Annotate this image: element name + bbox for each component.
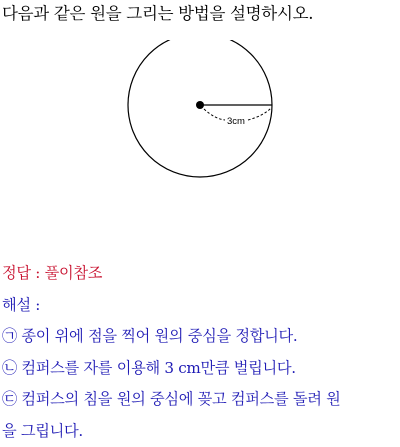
explanation-step: ㉢ 컴퍼스의 침을 원의 중심에 꽂고 컴퍼스를 돌려 원	[2, 384, 400, 416]
explanation-step: 을 그립니다.	[2, 416, 400, 447]
radius-label: 3cm	[227, 116, 245, 127]
answer-label: 정답 : 풀이참조	[2, 258, 400, 290]
circle-figure	[125, 40, 275, 190]
explanation-step: ㉡ 컴퍼스를 자를 이용해 3 cm만큼 벌립니다.	[2, 353, 400, 385]
question-text: 다음과 같은 원을 그리는 방법을 설명하시오.	[2, 2, 313, 26]
center-point	[196, 101, 204, 109]
answer-section	[0, 258, 400, 447]
explanation-step: ㉠ 종이 위에 점을 찍어 원의 중심을 정합니다.	[2, 321, 400, 353]
explanation-label: 해설 :	[2, 290, 400, 322]
